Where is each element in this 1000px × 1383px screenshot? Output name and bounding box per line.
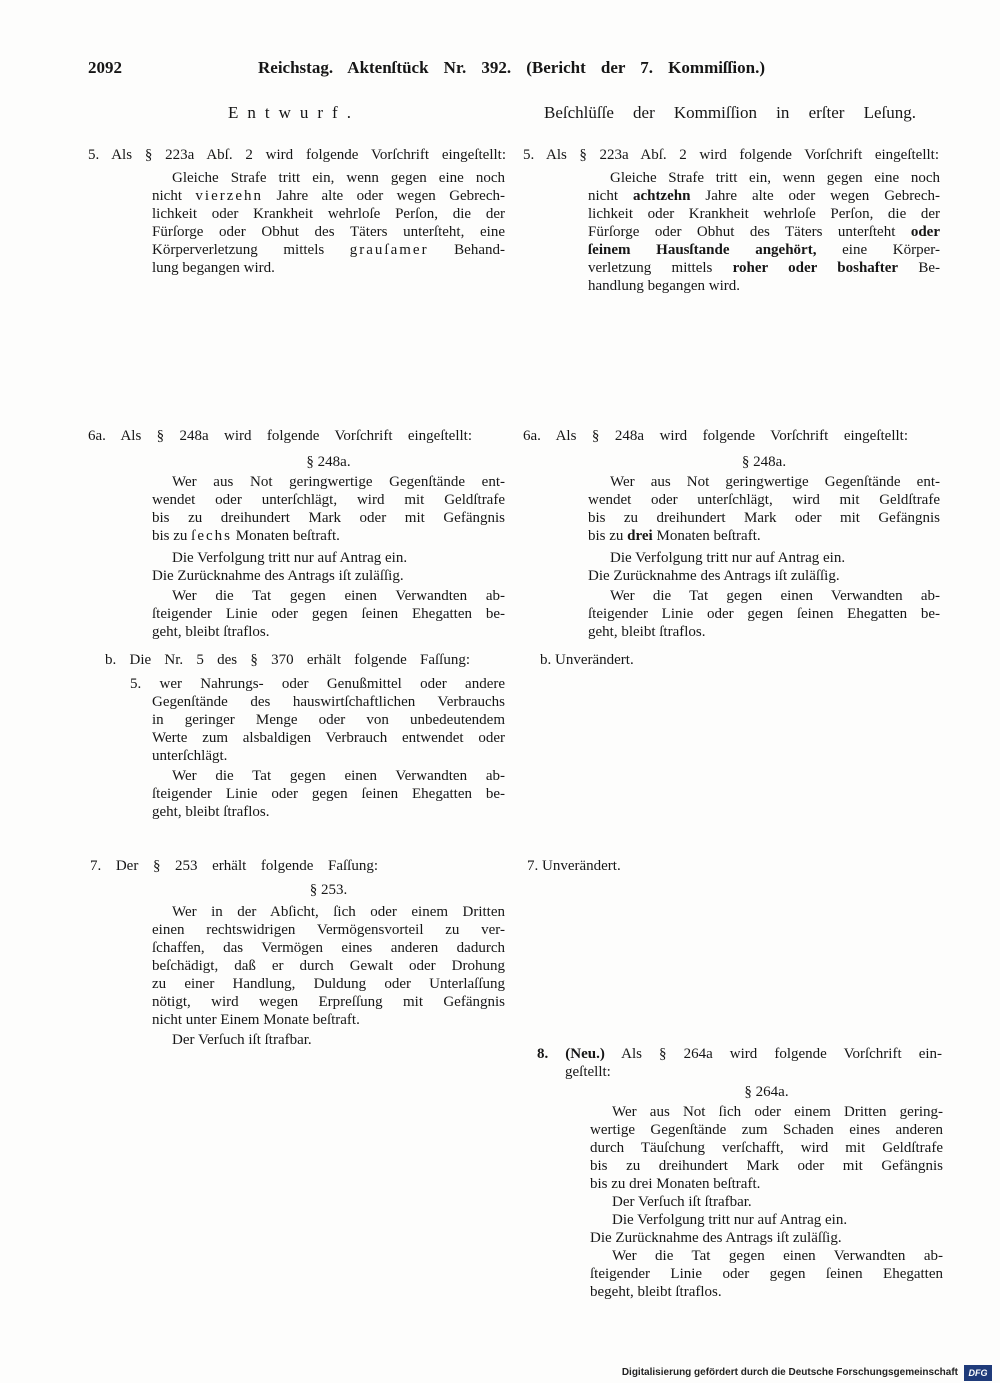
text-line: geht, bleibt ſtraflos. — [152, 804, 270, 820]
text-line: wendet oder unterſchlägt, wird mit Geldſtrafe — [152, 492, 505, 508]
text-line: nicht unter Einem Monate beſtraft. — [152, 1012, 360, 1028]
text-line: Werte zum alsbaldigen Verbrauch entwendet oder — [152, 730, 505, 746]
text-segment: Jahre alte oder wegen Gebrech- — [263, 188, 505, 204]
text-line — [588, 241, 940, 259]
draft-item6a-intro: 6a. Als § 248a wird folgende Vorſchrift eingeſtellt: — [88, 428, 472, 444]
committee-item8-intro — [537, 1045, 942, 1063]
text-line: begeht, bleibt ſtraflos. — [590, 1284, 722, 1300]
text-line: bis zu dreihundert Mark oder mit Gefängnis — [152, 510, 505, 526]
draft-item6b-intro: b. Die Nr. 5 des § 370 erhält folgende Faſſung: — [105, 652, 470, 668]
text-segment: nicht — [588, 188, 633, 204]
text-line — [588, 187, 940, 205]
committee-item5-body — [588, 169, 940, 295]
committee-item8-paragraph-1 — [590, 1103, 943, 1193]
draft-item7-paragraph-1 — [152, 903, 505, 1029]
draft-item5-body — [152, 169, 505, 277]
committee-item6a-paragraph-1 — [588, 473, 940, 545]
draft-item7-intro: 7. Der § 253 erhält folgende Faſſung: — [90, 858, 378, 874]
text-line: geht, bleibt ſtraflos. — [152, 624, 270, 640]
dfg-logo: DFG — [964, 1365, 992, 1381]
committee-item6a-intro: 6a. Als § 248a wird folgende Vorſchrift eingeſtellt: — [523, 428, 908, 444]
draft-item6a-paragraph-2 — [152, 549, 505, 585]
bold-change: drei — [627, 528, 653, 544]
draft-item7-paragraph-2: Der Verſuch iſt ſtrafbar. — [172, 1032, 312, 1048]
draft-item6b-paragraph-2 — [152, 767, 505, 821]
text-segment: eine Körper- — [816, 242, 940, 258]
text-segment: bis zu — [152, 528, 192, 544]
text-line: Fürſorge oder Obhut des Täters unterſteht, eine — [152, 224, 505, 240]
text-segment: Als § 264a wird folgende Vorſchrift ein- — [604, 1046, 943, 1062]
text-segment: Behand- — [428, 242, 505, 258]
text-line: geht, bleibt ſtraflos. — [588, 624, 706, 640]
draft-item5-intro: 5. Als § 223a Abſ. 2 wird folgende Vorſchrift eingeſtellt: — [88, 147, 506, 163]
text-line — [152, 187, 505, 205]
committee-item8-paragraph-2: Der Verſuch iſt ſtrafbar. — [612, 1194, 752, 1210]
text-segment: Jahre alte oder wegen Gebrech- — [690, 188, 940, 204]
spaced-emphasis: vierzehn — [195, 188, 264, 204]
text-line: Die Zurücknahme des Antrags iſt zuläſſig. — [152, 568, 404, 584]
text-line — [588, 259, 940, 277]
text-line: beſchädigt, daß er durch Gewalt oder Drohung — [152, 958, 505, 974]
bold-change: roher oder boshafter — [732, 260, 899, 276]
text-line: Gleiche Strafe tritt ein, wenn gegen eine noch — [172, 170, 505, 186]
committee-item6a-paragraph-3 — [588, 587, 940, 641]
spaced-emphasis: ſechs — [191, 528, 232, 544]
text-line: Die Verfolgung tritt nur auf Antrag ein. — [612, 1212, 848, 1228]
committee-item6b: b. Unverändert. — [540, 652, 634, 668]
draft-item6a-paragraph-3 — [152, 587, 505, 641]
text-line: Die Zurücknahme des Antrags iſt zuläſſig. — [588, 568, 840, 584]
text-line: wendet oder unterſchlägt, wird mit Geldſtrafe — [588, 492, 940, 508]
text-segment: verletzung mittels — [588, 260, 733, 276]
text-line: wertige Gegenſtände zum Schaden eines anderen — [590, 1122, 943, 1138]
text-line: Wer die Tat gegen einen Verwandten ab- — [172, 588, 505, 604]
draft-item6a-paragraph-1 — [152, 473, 505, 545]
committee-item5-intro: 5. Als § 223a Abſ. 2 wird folgende Vorſchrift eingeſtellt: — [523, 147, 939, 163]
text-line: Wer die Tat gegen einen Verwandten ab- — [610, 588, 940, 604]
committee-item8-paragraph-3 — [590, 1211, 943, 1247]
text-line: durch Täuſchung verſchafft, wird mit Geldſtrafe — [590, 1140, 943, 1156]
text-line: Wer die Tat gegen einen Verwandten ab- — [172, 768, 505, 784]
committee-item7: 7. Unverändert. — [527, 858, 621, 874]
text-line: Wer aus Not geringwertige Gegenſtände ent- — [610, 474, 940, 490]
page-number: 2092 — [88, 58, 122, 77]
text-line: 5. wer Nahrungs- oder Genußmittel oder andere — [130, 676, 505, 692]
bold-change: achtzehn — [632, 188, 691, 204]
text-segment: Monaten beſtraft. — [652, 528, 761, 544]
text-line — [152, 241, 505, 259]
text-segment: Körperverletzung mittels — [152, 242, 350, 258]
committee-item8-intro-continued: geſtellt: — [565, 1064, 611, 1080]
text-line: ſteigender Linie oder gegen ſeinen Ehegatten — [590, 1266, 943, 1282]
text-line: Die Zurücknahme des Antrags iſt zuläſſig. — [590, 1230, 842, 1246]
text-line: Die Verfolgung tritt nur auf Antrag ein. — [610, 550, 846, 566]
text-segment: nicht — [152, 188, 196, 204]
text-segment: Fürſorge oder Obhut des Täters unterſteht — [588, 224, 911, 240]
text-line: bis zu dreihundert Mark oder mit Gefängnis — [588, 510, 940, 526]
spaced-emphasis: grauſamer — [349, 242, 429, 258]
text-line: bis zu drei Monaten beſtraft. — [590, 1176, 761, 1192]
text-line — [588, 223, 940, 241]
text-line: Wer aus Not geringwertige Gegenſtände ent- — [172, 474, 505, 490]
text-line: in geringer Menge oder von unbedeutendem — [152, 712, 505, 728]
text-line: Wer die Tat gegen einen Verwandten ab- — [612, 1248, 943, 1264]
text-line: handlung begangen wird. — [588, 278, 741, 294]
draft-item6b-paragraph-1 — [130, 675, 505, 765]
draft-section-253: § 253. — [309, 882, 348, 898]
bold-change: oder — [910, 224, 940, 240]
text-segment: bis zu — [588, 528, 628, 544]
text-line: lung begangen wird. — [152, 260, 275, 276]
text-line: lichkeit oder Krankheit wehrloſe Perſon, die der — [152, 206, 505, 222]
text-line: zu einer Handlung, Duldung oder Unterlaſſung — [152, 976, 505, 992]
committee-section-248a: § 248a. — [741, 454, 787, 470]
text-line: Gleiche Strafe tritt ein, wenn gegen eine noch — [610, 170, 940, 186]
text-segment: Monaten beſtraft. — [232, 528, 340, 544]
heading-committee: Beſchlüſſe der Kommiſſion in erſter Leſung. — [544, 103, 916, 122]
running-title: Reichstag. Aktenſtück Nr. 392. (Bericht der 7. Kommiſſion.) — [258, 58, 765, 77]
text-line: einen rechtswidrigen Vermögensvorteil zu ver- — [152, 922, 505, 938]
text-line: unterſchlägt. — [152, 748, 228, 764]
committee-item6a-paragraph-2 — [588, 549, 940, 585]
text-line: ſteigender Linie oder gegen ſeinen Ehegatten be- — [588, 606, 940, 622]
text-line: Wer aus Not ſich oder einem Dritten gering- — [612, 1104, 943, 1120]
new-item-label: 8. (Neu.) — [537, 1046, 605, 1062]
heading-draft: Entwurf. — [228, 103, 360, 122]
committee-section-264a: § 264a. — [744, 1084, 789, 1100]
text-line — [152, 527, 505, 545]
text-line: lichkeit oder Krankheit wehrloſe Perſon, die der — [588, 206, 940, 222]
digitization-credit: Digitalisierung gefördert durch die Deutsche Forschungsgemeinschaft — [621, 1367, 958, 1378]
committee-item8-paragraph-4 — [590, 1247, 943, 1301]
text-line — [588, 527, 940, 545]
text-line: ſteigender Linie oder gegen ſeinen Ehegatten be- — [152, 786, 505, 802]
text-line: bis zu dreihundert Mark oder mit Gefängnis — [590, 1158, 943, 1174]
text-line: ſchaffen, das Vermögen eines anderen dadurch — [152, 940, 505, 956]
text-line: Wer in der Abſicht, ſich oder einem Dritten — [172, 904, 505, 920]
text-line: ſteigender Linie oder gegen ſeinen Ehegatten be- — [152, 606, 505, 622]
text-line: Gegenſtände des hauswirtſchaftlichen Verbrauchs — [152, 694, 505, 710]
draft-section-248a: § 248a. — [306, 454, 351, 470]
text-line: nötigt, wird wegen Erpreſſung mit Gefängnis — [152, 994, 505, 1010]
text-segment: Be- — [898, 260, 940, 276]
bold-change: ſeinem Hausſtande angehört, — [588, 242, 817, 258]
text-line: Die Verfolgung tritt nur auf Antrag ein. — [172, 550, 408, 566]
